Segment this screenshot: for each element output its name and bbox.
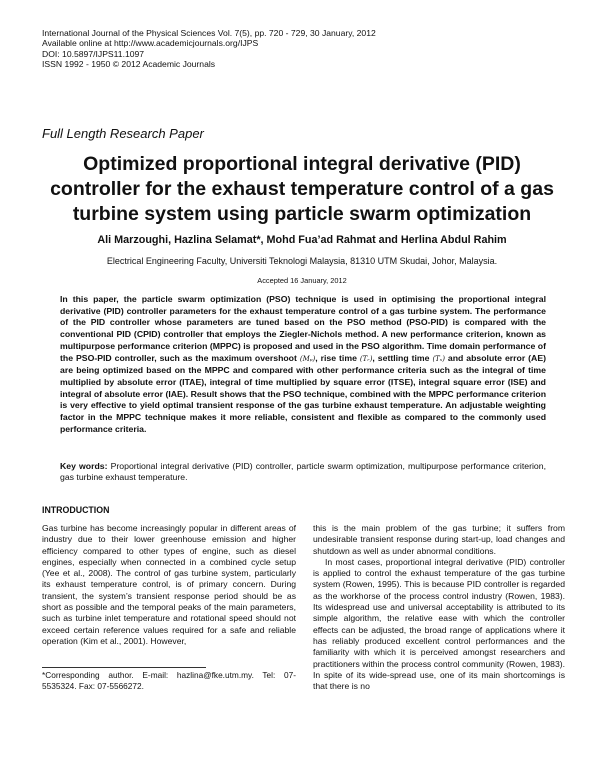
- section-heading-introduction: INTRODUCTION: [42, 505, 110, 515]
- accepted-date: Accepted 16 January, 2012: [257, 276, 347, 285]
- rise-time-symbol: (Tᵣ): [359, 354, 373, 363]
- intro-paragraph-right-2: In most cases, proportional integral derivative (PID) controller is applied to control the exhaust temperature of the gas turbine system (Rowen, 1995). This is because PID controller is regarded as the workhorse of the process control industry (Rowen, 1983). Its widespread use and universal acceptability is attributed to its simple algorithm, the relative ease with which the controller effects can be adjusted, the broad range of applications where it has reliably produced excellent control performances and the familiarity with which it is perceived amongst researchers and practitioners within the process control community (Rowen, 1983). In spite of its wide-spread use, one of its main shortcomings is that there is no: [313, 556, 565, 692]
- intro-paragraph-left: Gas turbine has become increasingly popular in different areas of industry due to their lower greenhouse emission and higher efficiency compared to other types of engine, such as diesel engines, especially when connected in a combined cycle setup (Yee et al., 2008). The control of gas turbine system, particularly its exhaust temperature control, is of primary concern. During transient, the system’s transient response period should be as short as possible and the temporal peaks of the main parameters, such as turbine inlet temperature and rotational speed should not exceed certain reference values required for a safe and reliable operation (Kim et al., 2001). However,: [42, 523, 296, 646]
- abstract-text-4: and absolute error (AE) are being optimized based on the MPPC and compared with other performance criteria such as the integral of time multiplied by absolute error (ITAE), integral of time multiplied by square error (ITSE), integral square error (ISE) and integral of absolute error (IAE). Result shows that the PSO technique, combined with the MPPC performance criterion is very effective to yield optimal transient response of the gas turbine exhaust temperature. An adjustable weighting factor in the MPPC technique makes it more reliable, consistent and flexible as compared to the commonly used performance criteria.: [60, 352, 547, 434]
- keywords: [60, 461, 546, 483]
- overshoot-symbol: (Mₚ): [299, 354, 316, 363]
- journal-header: [42, 28, 562, 70]
- affiliation: Electrical Engineering Faculty, Universiti Teknologi Malaysia, 81310 UTM Skudai, Johor, Malaysia.: [106, 256, 498, 266]
- settling-time-symbol: (Tₛ): [432, 354, 445, 363]
- left-column: [42, 523, 296, 647]
- footnote-divider: [42, 667, 206, 668]
- paper-title: Optimized proportional integral derivative (PID) controller for the exhaust temperature control of a gas turbine system using particle swarm optimization: [50, 153, 554, 225]
- abstract-text-1: In this paper, the particle swarm optimization (PSO) technique is used in optimising the proportional integral derivative (PID) controller parameters for the exhaust temperature control of a gas turbine system. The performance of the PID controller whose parameters are tuned based on the PSO method (PSO-PID) is compared with the conventional PID (CPID) controller that employs the Ziegler-Nichols method. A new performance criterion, known as multipurpose performance criterion (MPPC) is proposed and used in the PSO algorithm. Time domain performance of the PSO-PID controller, such as the maximum overshoot: [60, 294, 546, 363]
- journal-citation: International Journal of the Physical Sciences Vol. 7(5), pp. 720 - 729, 30 January, 2012: [42, 28, 376, 38]
- right-column: [313, 523, 565, 692]
- keywords-label: Key words:: [60, 461, 108, 471]
- abstract-text-3: , settling time: [372, 352, 430, 363]
- authors: Ali Marzoughi, Hazlina Selamat*, Mohd Fua’ad Rahmat and Herlina Abdul Rahim: [97, 234, 507, 246]
- paper-type: Full Length Research Paper: [42, 126, 204, 141]
- abstract: [60, 294, 546, 435]
- issn: ISSN 1992 - 1950 © 2012 Academic Journals: [42, 59, 216, 70]
- online-link[interactable]: Available online at http://www.academicjournals.org/IJPS: [42, 38, 259, 49]
- footnote: *Corresponding author. E-mail: hazlina@fke.utm.my. Tel: 07-5535324. Fax: 07-5566272.: [42, 670, 296, 691]
- doi: DOI: 10.5897/IJPS11.1097: [42, 48, 145, 59]
- abstract-text-2: , rise time: [315, 352, 357, 363]
- keywords-text: Proportional integral derivative (PID) controller, particle swarm optimization, multipurpose performance criterion, gas turbine exhaust temperature.: [60, 461, 547, 482]
- intro-paragraph-right-1: this is the main problem of the gas turbine; it suffers from undesirable transient response during start-up, load changes and shutdown as well as under abnormal conditions.: [313, 523, 565, 556]
